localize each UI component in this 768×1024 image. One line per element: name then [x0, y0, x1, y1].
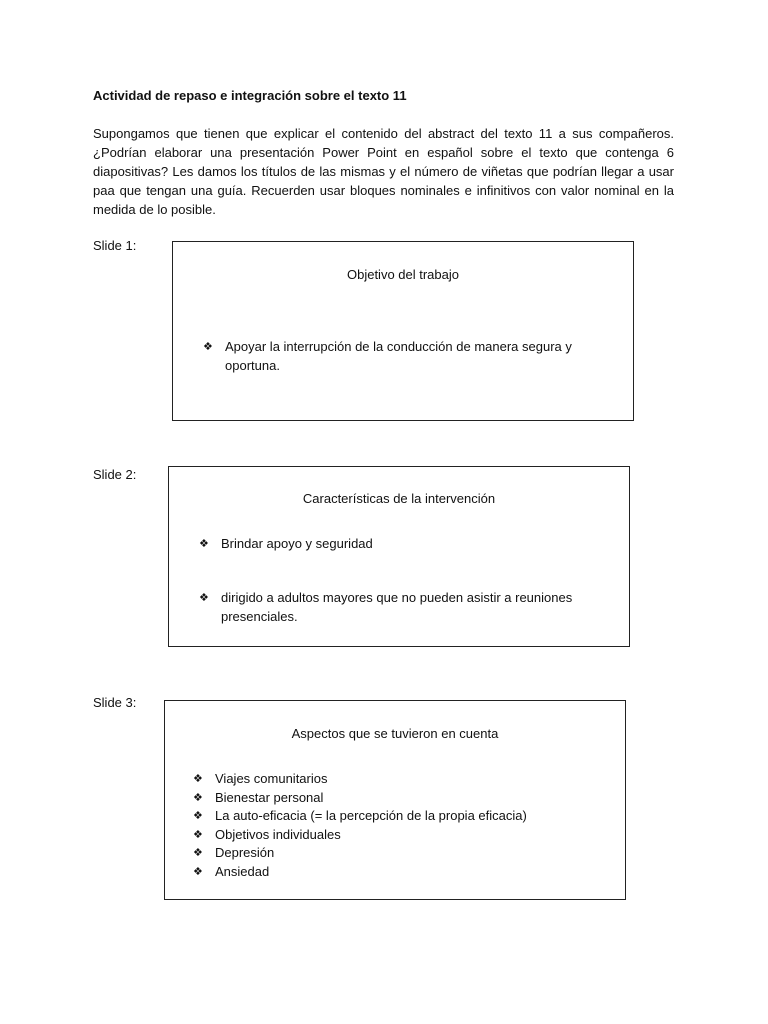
- slide-3-bullet-3: [193, 807, 613, 826]
- slide-3-bullet-6: [193, 863, 613, 882]
- slide-1-bullet-list: [203, 338, 583, 375]
- bullet-text: La auto-eficacia (= la percepción de la propia eficacia): [215, 808, 527, 823]
- diamond-bullet-icon: ❖: [193, 827, 203, 841]
- slide-2-bullet-list-2: [199, 589, 599, 626]
- slide-1-title: Objetivo del trabajo: [346, 267, 459, 282]
- slide-3-bullet-1: [193, 770, 613, 789]
- slide-2-bullet-2: [199, 589, 599, 626]
- slide-1-label: Slide 1:: [93, 238, 137, 253]
- slide-2-label: Slide 2:: [93, 467, 137, 482]
- slide-3-bullet-4: [193, 826, 613, 845]
- slide-3-bullet-5: [193, 844, 613, 863]
- bullet-text: dirigido a adultos mayores que no pueden asistir a reuniones presenciales.: [221, 590, 573, 624]
- slide-1-bullet-1: [203, 338, 583, 375]
- bullet-text: Ansiedad: [215, 863, 270, 879]
- bullet-text: Viajes comunitarios: [215, 771, 328, 786]
- slide-2-bullet-1: [199, 535, 599, 554]
- slide-3-box: [164, 700, 626, 900]
- diamond-bullet-icon: ❖: [199, 591, 209, 604]
- bullet-text: Apoyar la interrupción de la conducción de manera segura y oportuna.: [225, 339, 572, 373]
- bullet-text: Bienestar personal: [215, 789, 324, 805]
- slide-1-box: [172, 241, 634, 421]
- bullet-text: Brindar apoyo y seguridad: [221, 536, 373, 551]
- diamond-bullet-icon: ❖: [193, 846, 203, 859]
- slide-3-bullet-list: [193, 770, 613, 881]
- diamond-bullet-icon: ❖: [193, 790, 203, 804]
- bullet-text: Depresión: [215, 845, 275, 860]
- diamond-bullet-icon: ❖: [193, 809, 203, 822]
- slide-3-label: Slide 3:: [93, 695, 137, 710]
- intro-paragraph: Supongamos que tienen que explicar el contenido del abstract del texto 11 a sus compañeros. ¿Podrían elaborar una presentación Power Point en español sobre el texto que contenga 6 diapositivas? Les damos los títulos de las mismas y el número de viñetas que podrían llegar a usar paa que tengan una guía. Recuerden usar bloques nominales e infinitivos con valor nominal en la medida de lo posible.: [93, 126, 674, 217]
- slide-2-title: Características de la intervención: [302, 491, 496, 506]
- slide-3-title: Aspectos que se tuvieron en cuenta: [291, 726, 499, 741]
- diamond-bullet-icon: ❖: [193, 772, 203, 785]
- bullet-text: Objetivos individuales: [215, 826, 341, 842]
- slide-2-box: [168, 466, 630, 647]
- document-title: Actividad de repaso e integración sobre el texto 11: [93, 88, 407, 103]
- diamond-bullet-icon: ❖: [203, 340, 213, 353]
- diamond-bullet-icon: ❖: [193, 864, 203, 878]
- diamond-bullet-icon: ❖: [199, 537, 209, 550]
- slide-3-bullet-2: [193, 789, 613, 808]
- slide-2-bullet-list: [199, 535, 599, 554]
